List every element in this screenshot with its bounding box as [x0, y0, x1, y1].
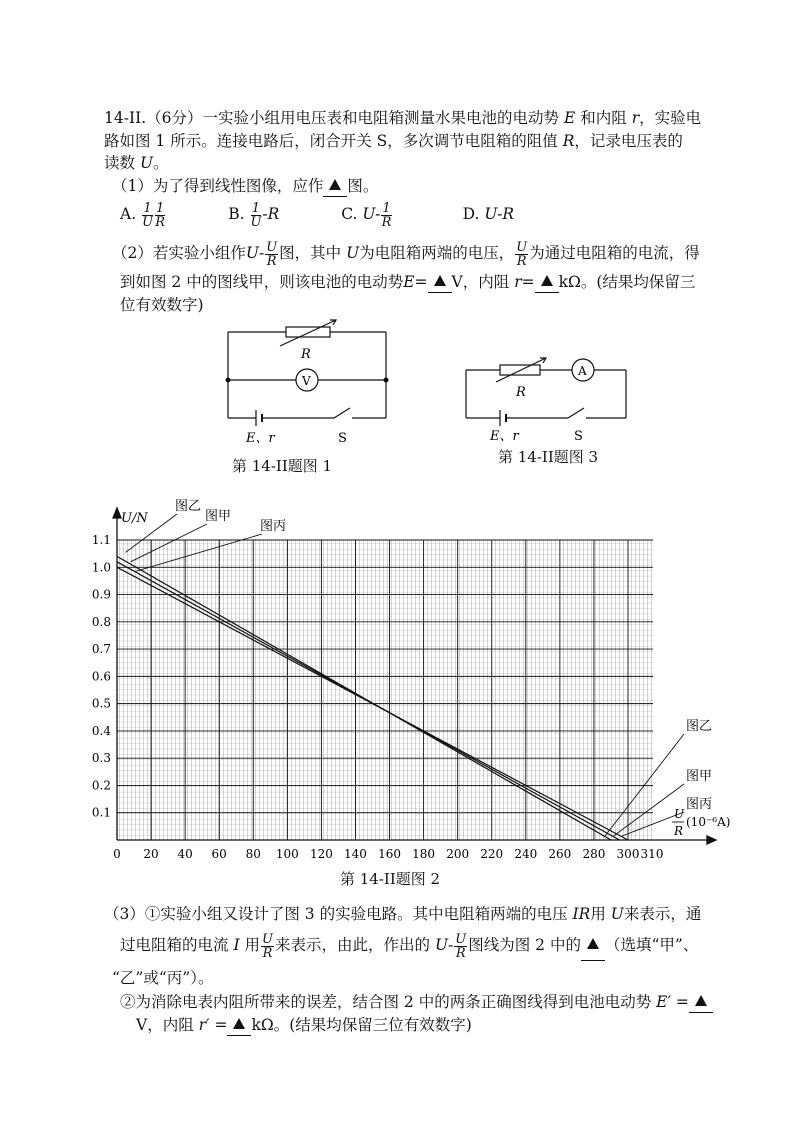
y-tick-label: 0.2	[91, 778, 111, 793]
chart-grid	[117, 540, 653, 840]
x-tick-label: 160	[378, 847, 401, 861]
circuit-label-a: A	[578, 364, 587, 378]
series-label-right: 图甲	[686, 769, 713, 784]
part1-options	[120, 200, 514, 232]
svg-text:(10⁻⁶A): (10⁻⁶A)	[686, 815, 731, 829]
x-tick-label: 200	[446, 847, 470, 861]
x-tick-label: 0	[113, 847, 121, 861]
series-label-top: 图乙	[175, 499, 202, 514]
x-tick-label: 220	[480, 847, 504, 861]
x-tick-label: 60	[211, 847, 227, 861]
x-tick-label: 120	[309, 847, 333, 861]
circuit-label-s: S	[338, 431, 347, 446]
circuit-label-er: E、r	[246, 431, 275, 446]
triangle-icon	[541, 275, 553, 286]
switch-symbol	[334, 408, 350, 418]
circuit-label-s: S	[574, 429, 583, 444]
x-tick-label: 180	[412, 847, 436, 861]
question-intro-line3: 读数 U。	[104, 154, 169, 172]
x-tick-label: 300	[616, 847, 640, 861]
figure2-caption: 第 14-II题图 2	[340, 870, 441, 888]
series-label-right: 图丙	[686, 797, 713, 812]
triangle-icon	[434, 275, 446, 286]
part2-line1: （2）若实验小组作U- $\frac{U}{R}$ 图，其中 U为电阻箱两端的电压， $\frac{U}{R}$ 为通过电阻箱的电流，得	[112, 239, 700, 269]
part3-line1: （3）①实验小组又设计了图 3 的实验电路。其中电阻箱两端的电压 IR用 U来表示，通	[104, 905, 702, 923]
figure3-caption: 第 14-II题图 3	[498, 448, 599, 466]
circuit-label-r: R	[516, 385, 526, 400]
part3-line4: ②为消除电表内阻所带来的误差，结合图 2 中的两条正确图线得到电池电动势 E′ =	[120, 992, 713, 1013]
u-vs-ur-chart	[0, 490, 800, 870]
rheostat-symbol	[286, 327, 330, 337]
option-d[interactable]: D. U-R	[462, 205, 515, 223]
question-intro-line2: 路如图 1 所示。连接电路后，闭合开关 S，多次调节电阻箱的阻值 R，记录电压表的	[104, 132, 683, 150]
y-axis-arrow-icon	[113, 508, 121, 518]
part3-line5: V，内阻 r′ = kΩ。(结果均保留三位有效数字)	[136, 1016, 472, 1034]
part2-line2: 到如图 2 中的图线甲，则该电池的电动势E= V，内阻 r= kΩ。(结果均保留三	[120, 273, 696, 291]
y-tick-label: 1.0	[91, 560, 111, 575]
x-tick-label: 310	[640, 847, 664, 861]
series-label-top: 图丙	[260, 519, 287, 534]
y-axis-label: U/N	[121, 511, 148, 526]
series-label-top: 图甲	[205, 509, 232, 524]
circuit-figure-1	[218, 318, 398, 448]
option-c[interactable]: C. U- $\frac{1}{R}$	[341, 200, 392, 230]
triangle-icon	[233, 1018, 245, 1029]
x-tick-label: 100	[275, 847, 299, 861]
y-tick-label: 0.9	[91, 587, 111, 602]
x-tick-label: 240	[514, 847, 538, 861]
x-tick-label: 80	[245, 847, 261, 861]
x-tick-label: 40	[177, 847, 193, 861]
y-tick-label: 0.1	[91, 805, 111, 820]
answer-blank[interactable]	[581, 930, 605, 961]
part2-line3: 位有效数字)	[120, 296, 204, 314]
x-tick-label: 140	[344, 847, 367, 861]
answer-blank[interactable]	[227, 1015, 251, 1036]
y-tick-label: 0.8	[91, 614, 111, 629]
circuit-label-er: E、r	[490, 429, 519, 444]
circuit-label-v: V	[302, 374, 311, 388]
triangle-icon	[695, 995, 707, 1006]
circuit-figure-3	[456, 352, 636, 444]
answer-blank[interactable]	[535, 272, 559, 293]
part1-question: （1）为了得到线性图像，应作 图。	[112, 177, 379, 195]
y-tick-label: 1.1	[91, 533, 111, 547]
option-a[interactable]: A. $\frac{1}{U}$ $\frac{1}{R}$	[120, 200, 166, 230]
svg-text:R: R	[674, 824, 684, 838]
y-tick-label: 0.6	[91, 669, 111, 684]
x-tick-label: 260	[548, 847, 572, 861]
x-tick-label: 20	[143, 847, 159, 861]
triangle-icon	[587, 938, 599, 949]
answer-blank[interactable]	[428, 272, 452, 293]
part3-line3: “乙”或“丙”）。	[112, 969, 214, 987]
svg-text:U: U	[674, 807, 685, 821]
question-intro-line1: 14-II.（6分）一实验小组用电压表和电阻箱测量水果电池的电动势 E 和内阻 r，实验电	[104, 109, 702, 127]
y-tick-label: 0.3	[91, 751, 111, 766]
option-b[interactable]: B. $\frac{1}{U}$ -R	[228, 200, 280, 230]
triangle-icon	[329, 179, 341, 190]
figure1-caption: 第 14-II题图 1	[232, 457, 333, 475]
y-tick-label: 0.5	[91, 696, 111, 711]
question-label: 14-II.	[104, 109, 147, 127]
series-label-right: 图乙	[686, 719, 713, 734]
x-tick-label: 280	[582, 847, 606, 861]
answer-blank[interactable]	[689, 992, 713, 1013]
x-axis-arrow-icon	[707, 836, 716, 844]
circuit-label-r: R	[301, 347, 311, 362]
part3-line2: 过电阻箱的电流 I 用 $\frac{U}{R}$ 来表示，由此，作出的 U- $\frac{U}{R}$ 图线为图 2 中的 （选填“甲”、	[120, 931, 699, 961]
answer-blank[interactable]	[323, 176, 347, 197]
switch-symbol	[568, 408, 584, 418]
y-tick-label: 0.4	[91, 723, 111, 738]
y-tick-label: 0.7	[91, 642, 111, 657]
